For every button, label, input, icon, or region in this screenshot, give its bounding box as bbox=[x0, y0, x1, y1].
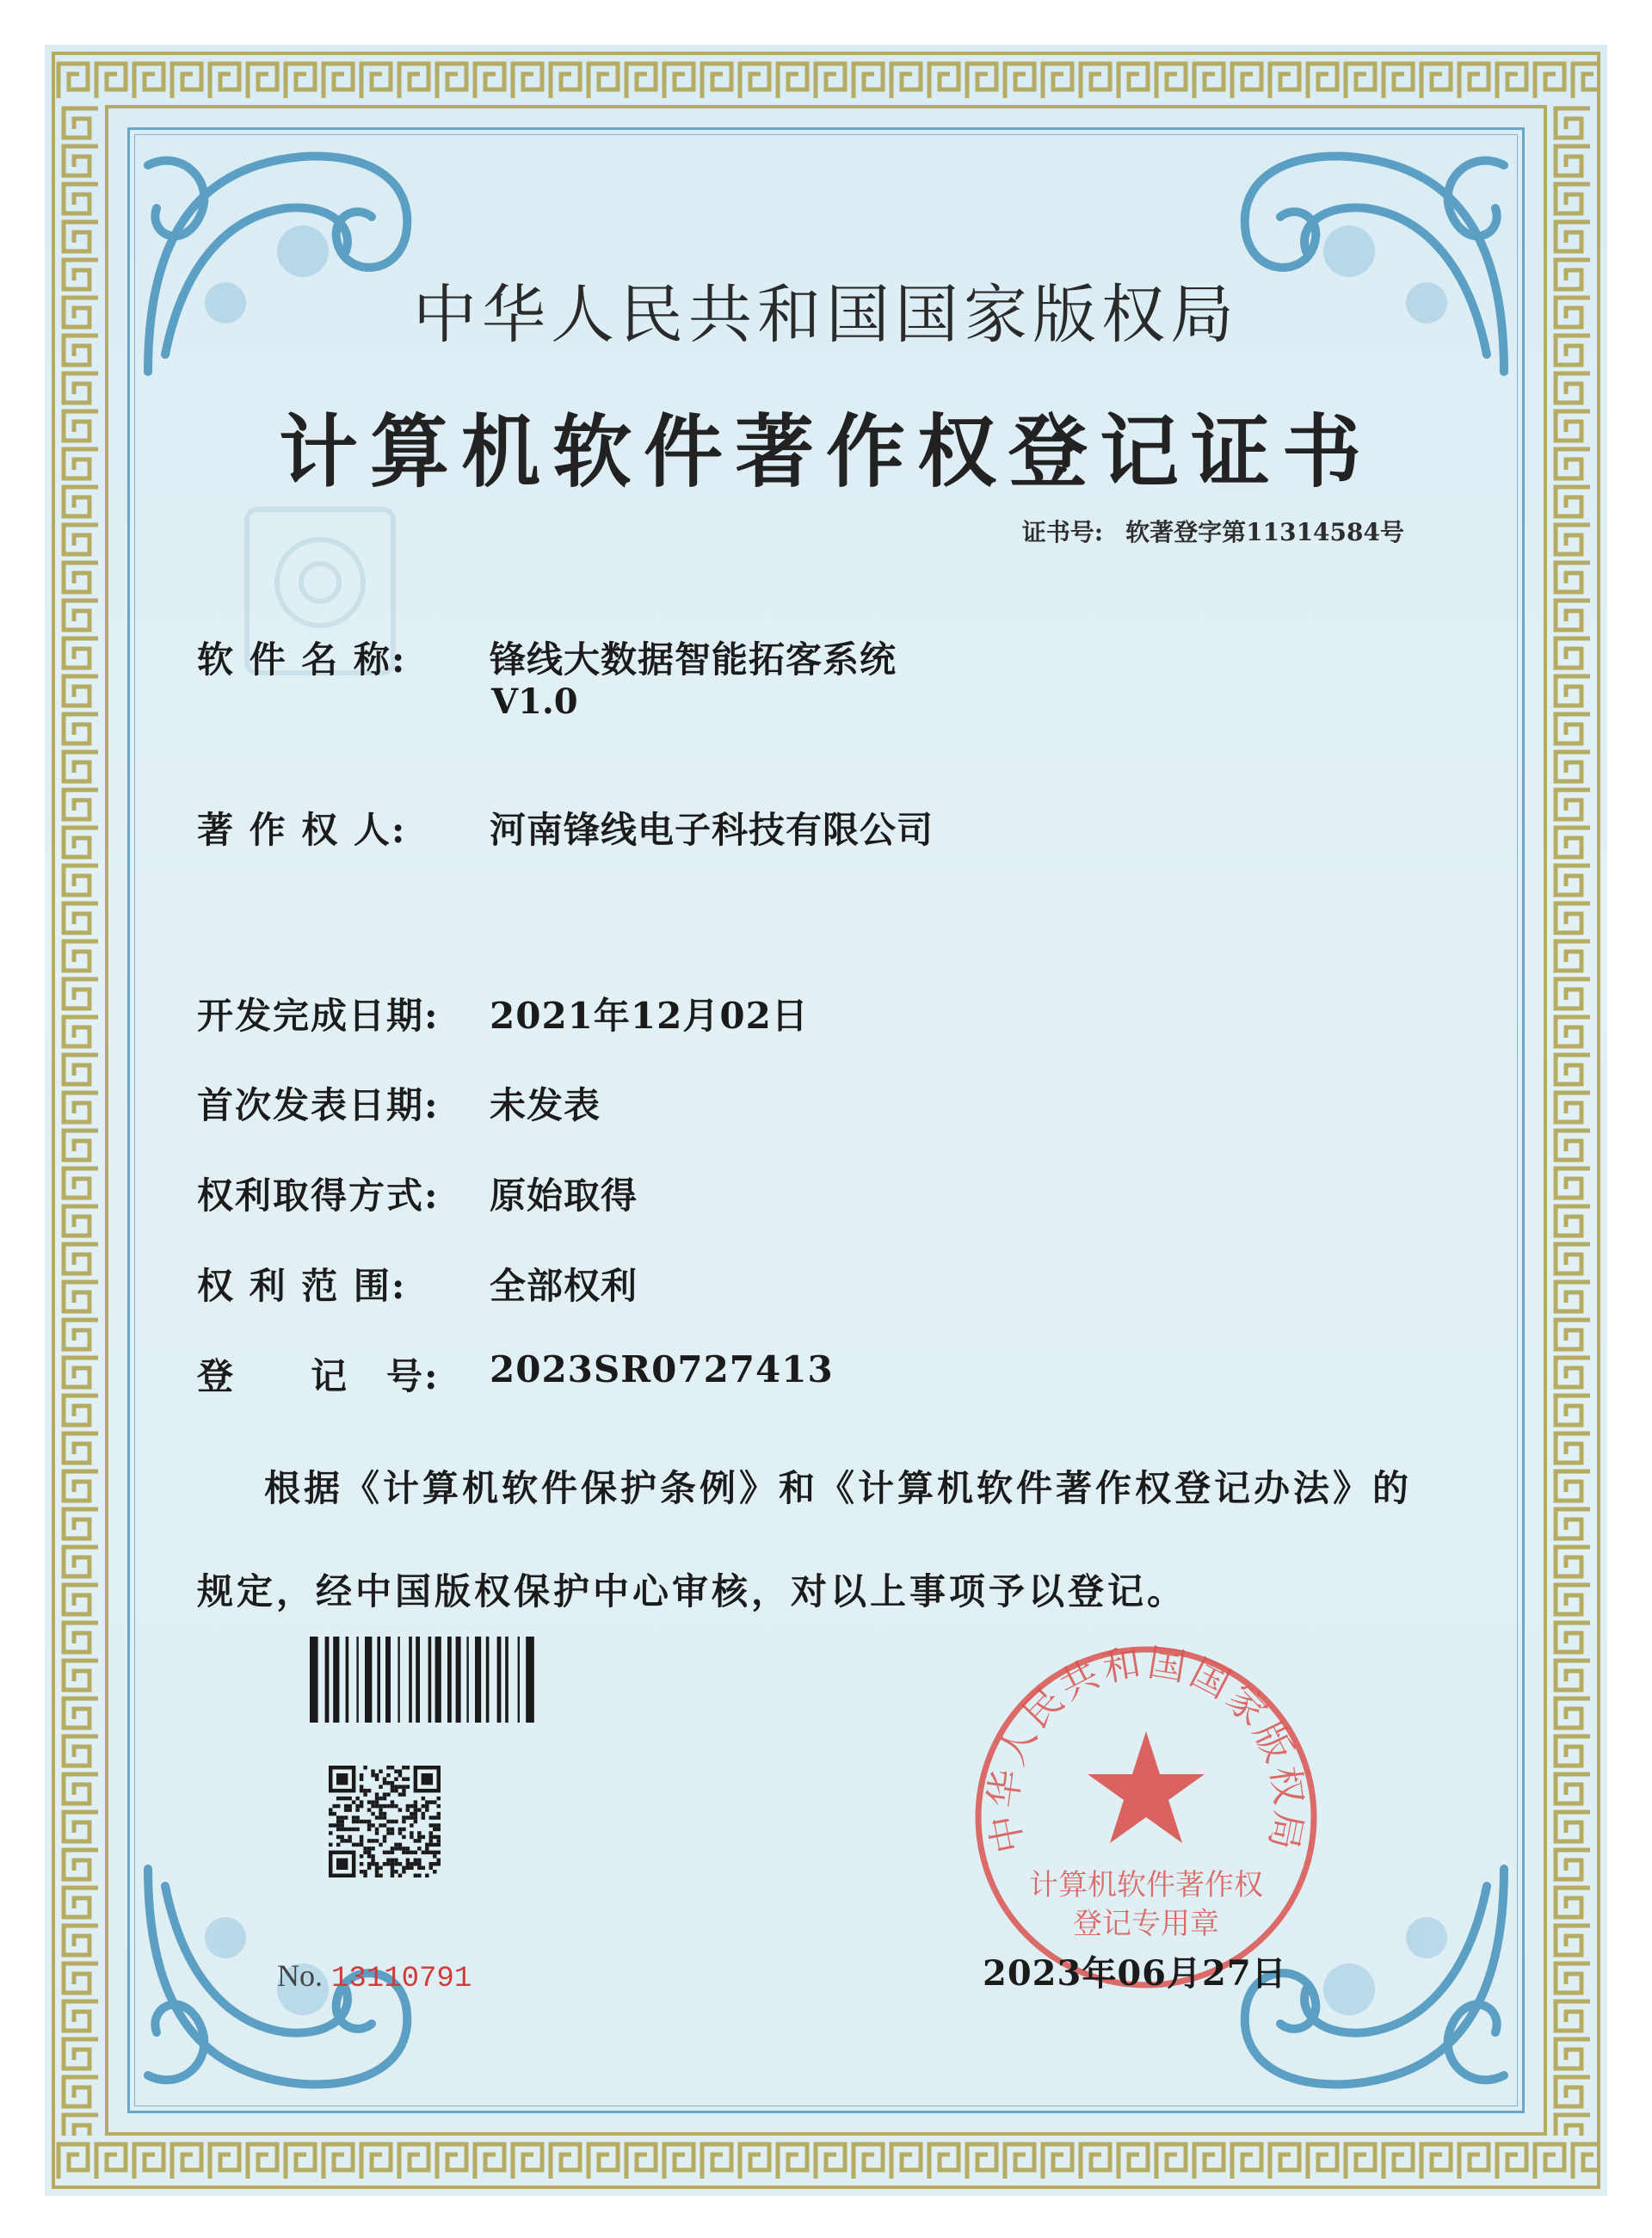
field-label: 权 利 范 围: bbox=[197, 1265, 407, 1307]
certificate-title: 计算机软件著作权登记证书 bbox=[278, 406, 1373, 498]
official-seal-stamp bbox=[965, 1637, 1327, 1998]
serial-number bbox=[277, 1957, 472, 1995]
certificate-sheet bbox=[45, 45, 1607, 2196]
border-pattern-bottom bbox=[55, 2136, 1597, 2186]
field-completion-date bbox=[197, 988, 809, 1039]
field-label: 登 记 号: bbox=[197, 1355, 440, 1397]
field-value: 锋线大数据智能拓客系统 bbox=[490, 638, 897, 681]
field-copyright-owner bbox=[197, 802, 934, 854]
field-value: 河南锋线电子科技有限公司 bbox=[490, 809, 934, 851]
statement-line-2: 规定，经中国版权保护中心审核，对以上事项予以登记。 bbox=[197, 1570, 1187, 1612]
software-version: V1.0 bbox=[491, 681, 578, 722]
field-label: 开发完成日期: bbox=[197, 995, 440, 1037]
field-value: 2023SR0727413 bbox=[490, 1348, 834, 1390]
field-first-publication-date bbox=[197, 1077, 601, 1129]
field-value: 全部权利 bbox=[490, 1265, 638, 1307]
qr-code-icon bbox=[329, 1766, 441, 1877]
field-value: 2021年12月02日 bbox=[490, 995, 809, 1037]
field-value: 原始取得 bbox=[490, 1174, 638, 1217]
field-registration-number bbox=[197, 1348, 834, 1400]
svg-text:登记专用章: 登记专用章 bbox=[1073, 1907, 1219, 1941]
field-software-name bbox=[197, 632, 897, 683]
field-label: 软 件 名 称: bbox=[197, 638, 407, 681]
statement-line-1: 根据《计算机软件保护条例》和《计算机软件著作权登记办法》的 bbox=[264, 1467, 1413, 1509]
svg-text:中华人民共和国国家版权局: 中华人民共和国国家版权局 bbox=[981, 1640, 1311, 1857]
certificate-number bbox=[1022, 514, 1404, 548]
certificate-number-value: 软著登字第11314584号 bbox=[1125, 518, 1404, 546]
field-rights-scope bbox=[197, 1258, 638, 1310]
field-acquisition-method bbox=[197, 1168, 638, 1219]
field-label: 首次发表日期: bbox=[197, 1084, 440, 1126]
field-label: 权利取得方式: bbox=[197, 1174, 440, 1217]
serial-prefix: No. bbox=[277, 1958, 323, 1993]
certificate-number-label: 证书号: bbox=[1021, 518, 1104, 546]
issue-date: 2023年06月27日 bbox=[983, 1953, 1287, 1994]
serial-value: 13110791 bbox=[331, 1963, 472, 1995]
field-value: 未发表 bbox=[490, 1084, 601, 1126]
field-label: 著 作 权 人: bbox=[197, 809, 407, 851]
issuer-title: 中华人民共和国国家版权局 bbox=[413, 278, 1239, 352]
barcode-icon bbox=[310, 1637, 546, 1723]
border-pattern-top bbox=[55, 55, 1597, 105]
svg-text:计算机软件著作权: 计算机软件著作权 bbox=[1029, 1868, 1263, 1902]
